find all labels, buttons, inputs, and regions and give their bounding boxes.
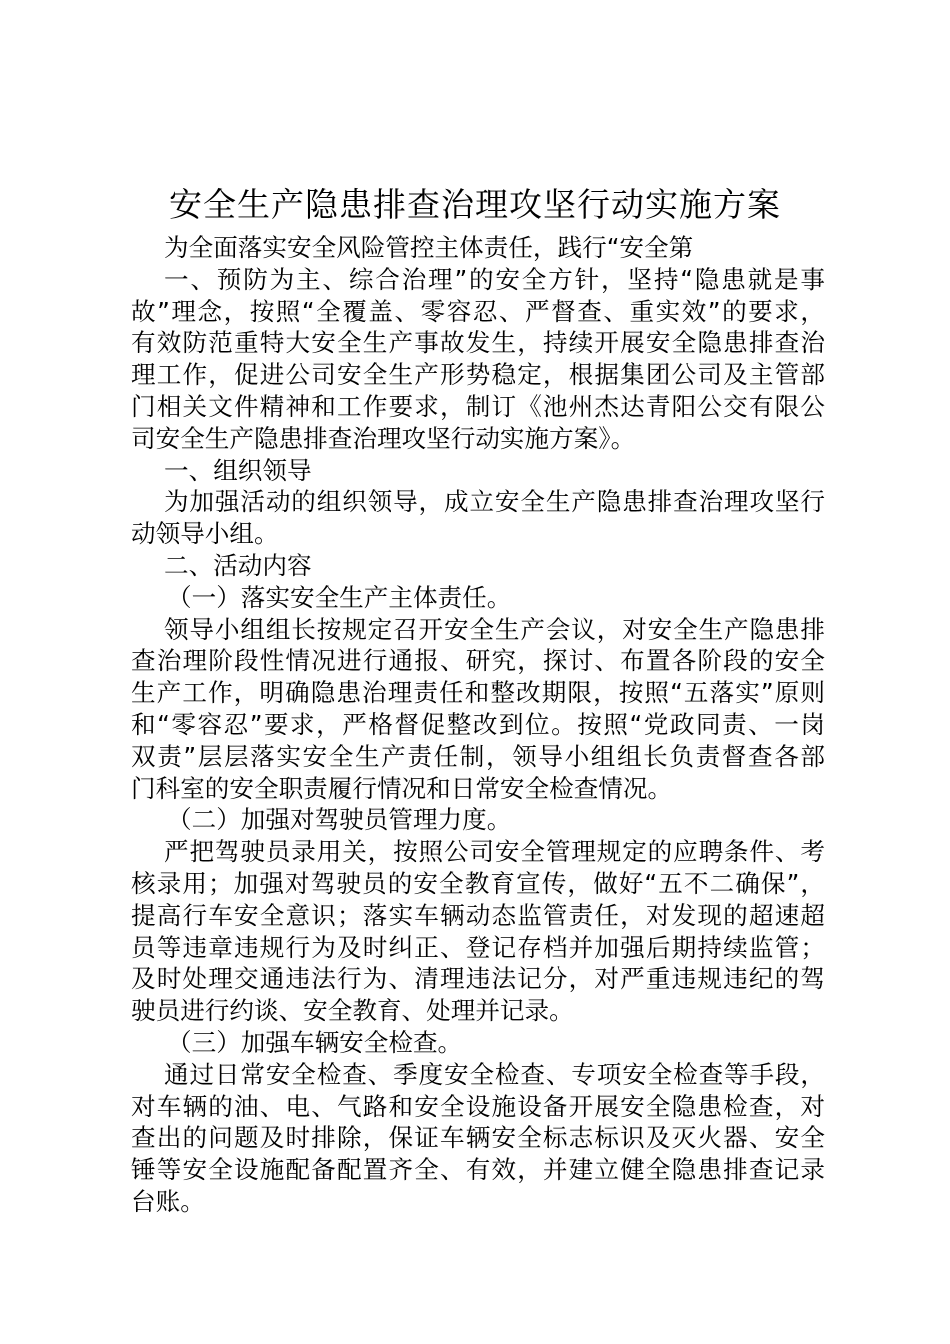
paragraph-line: 故”理念，按照“全覆盖、零容忍、严督查、重实效”的要求， — [131, 296, 825, 326]
paragraph-line: 有效防范重特大安全生产事故发生，持续开展安全隐患排查治 — [131, 328, 825, 358]
paragraph-line: 对车辆的油、电、气路和安全设施设备开展安全隐患检查，对 — [131, 1091, 825, 1121]
paragraph-line: 严把驾驶员录用关，按照公司安全管理规定的应聘条件、考 — [164, 837, 825, 867]
paragraph-line: 查出的问题及时排除，保证车辆安全标志标识及灭火器、安全 — [131, 1123, 825, 1153]
paragraph-line: 门科室的安全职责履行情况和日常安全检查情况。 — [131, 773, 673, 803]
paragraph-line: 动领导小组。 — [131, 519, 279, 549]
paragraph-line: 核录用；加强对驾驶员的安全教育宣传，做好“五不二确保”， — [131, 868, 825, 898]
paragraph-line: 及时处理交通违法行为、清理违法记分，对严重违规违纪的驾 — [131, 964, 825, 994]
paragraph-line: 和“零容忍”要求，严格督促整改到位。按照“党政同责、一岗 — [131, 709, 825, 739]
paragraph-line: 台账。 — [131, 1186, 205, 1216]
document-title: 安全生产隐患排查治理攻坚行动实施方案 — [169, 185, 781, 224]
paragraph-line: 生产工作，明确隐患治理责任和整改期限，按照“五落实”原则 — [131, 678, 825, 708]
paragraph-line: 通过日常安全检查、季度安全检查、专项安全检查等手段， — [164, 1059, 825, 1089]
paragraph-line: 为加强活动的组织领导，成立安全生产隐患排查治理攻坚行 — [164, 487, 825, 517]
paragraph-line: 查治理阶段性情况进行通报、研究，探讨、布置各阶段的安全 — [131, 646, 825, 676]
paragraph-line: 理工作，促进公司安全生产形势稳定，根据集团公司及主管部 — [131, 360, 825, 390]
paragraph-line: 司安全生产隐患排查治理攻坚行动实施方案》。 — [131, 423, 636, 453]
section-heading: 一、组织领导 — [164, 455, 312, 485]
subsection-heading: （一）落实安全生产主体责任。 — [167, 582, 512, 612]
paragraph-line: 为全面落实安全风险管控主体责任，践行“安全第 — [164, 233, 694, 262]
subsection-heading: （三）加强车辆安全检查。 — [167, 1027, 463, 1057]
paragraph-line: 驶员进行约谈、安全教育、处理并记录。 — [131, 996, 574, 1026]
paragraph-line: 双责”层层落实安全生产责任制，领导小组组长负责督查各部 — [131, 741, 825, 771]
paragraph-line: 一、预防为主、综合治理”的安全方针，坚持“隐患就是事 — [164, 264, 825, 294]
paragraph-line: 提高行车安全意识；落实车辆动态监管责任，对发现的超速超 — [131, 900, 825, 930]
subsection-heading: （二）加强对驾驶员管理力度。 — [167, 805, 512, 835]
section-heading: 二、活动内容 — [164, 550, 312, 580]
paragraph-line: 门相关文件精神和工作要求，制订《池州杰达青阳公交有限公 — [131, 391, 825, 421]
paragraph-line: 锤等安全设施配备配置齐全、有效，并建立健全隐患排查记录 — [131, 1155, 825, 1185]
document-body — [131, 232, 825, 1218]
paragraph-line: 员等违章违规行为及时纠正、登记存档并加强后期持续监管； — [131, 932, 825, 962]
paragraph-line: 领导小组组长按规定召开安全生产会议，对安全生产隐患排 — [164, 614, 825, 644]
